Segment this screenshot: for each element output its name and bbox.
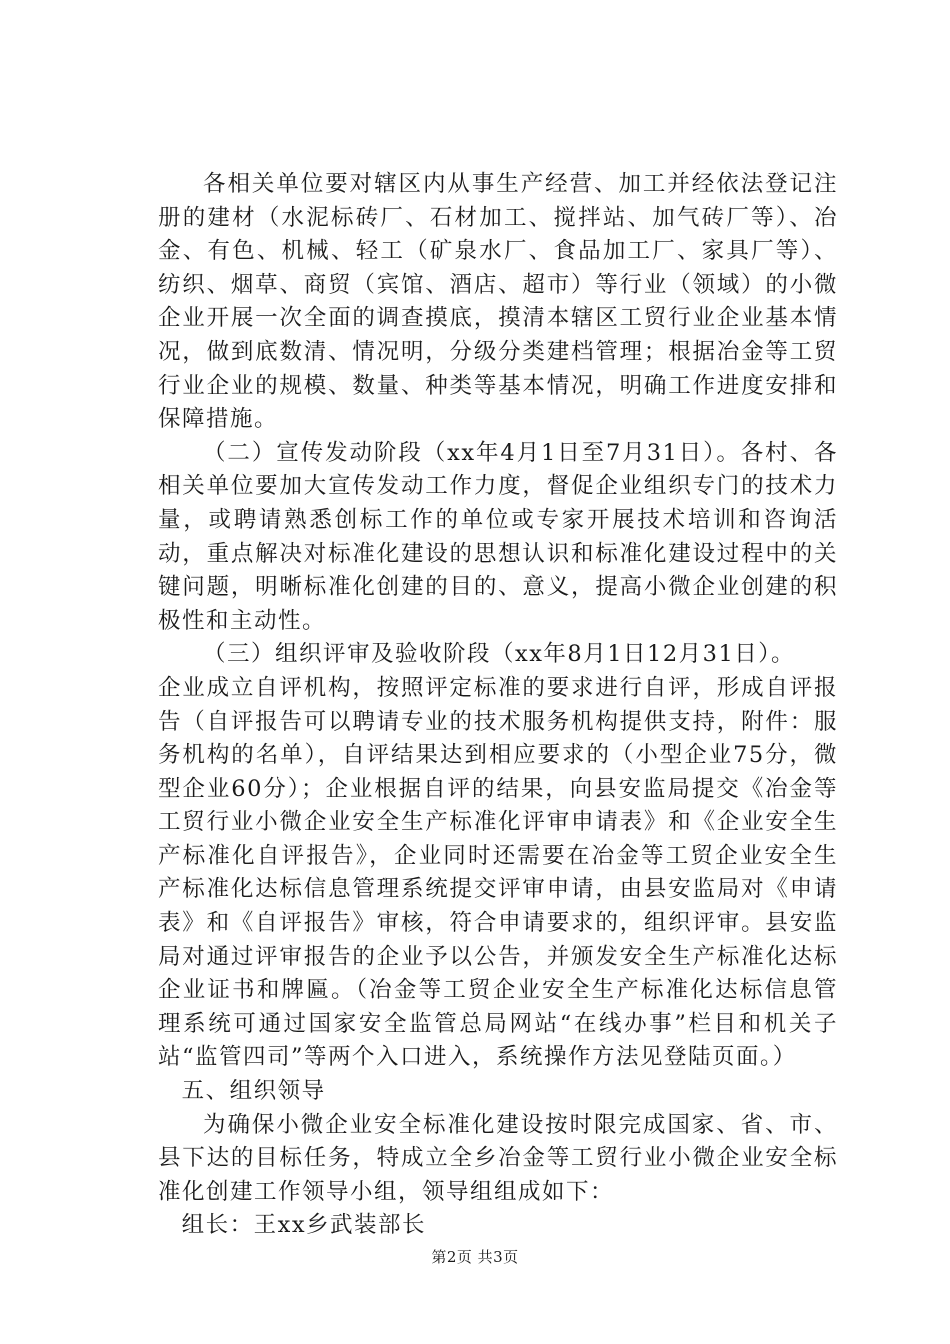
paragraph-group-leader: 组长：王xx乡武装部长 [181, 1212, 427, 1239]
paragraph-review-stage-title: （三）组织评审及验收阶段（xx年8月1日12月31日）。 [203, 641, 796, 668]
paragraph-survey: 各相关单位要对辖区内从事生产经营、加工并经依法登记注册的建材（水泥标砖厂、石材加工、搅拌站、加气砖厂等）、冶金、有色、机械、轻工（矿泉水厂、食品加工厂、家具厂等）、纺织、烟草、商贸（宾馆、酒店、超市）等行业（领域）的小微企业开展一次全面的调查摸底，摸清本辖区工贸行业企业基本情况，做到底数清、情况明，分级分类建档管理；根据冶金等工贸行业企业的规模、数量、种类等基本情况，明确工作进度安排和保障措施。 [158, 171, 838, 433]
paragraph-review-stage-body: 企业成立自评机构，按照评定标准的要求进行自评，形成自评报告（自评报告可以聘请专业的技术服务机构提供支持，附件：服务机构的名单），自评结果达到相应要求的（小型企业75分，微型企业60分）；企业根据自评的结果，向县安监局提交《冶金等工贸行业小微企业安全生产标准化评审申请表》和《企业安全生产标准化自评报告》，企业同时还需要在冶金等工贸企业安全生产标准化达标信息管理系统提交评审申请，由县安监局对《申请表》和《自评报告》审核，符合申请要求的，组织评审。县安监局对通过评审报告的企业予以公告，并颁发安全生产标准化达标企业证书和牌匾。（冶金等工贸企业安全生产标准化达标信息管理系统可通过国家安全监管总局网站“在线办事”栏目和机关子站“监管四司”等两个入口进入，系统操作方法见登陆页面。） [158, 674, 838, 1071]
paragraph-leadership: 为确保小微企业安全标准化建设按时限完成国家、省、市、县下达的目标任务，特成立全乡冶金等工贸行业小微企业安全标准化创建工作领导小组，领导组组成如下： [158, 1111, 838, 1205]
document-body [158, 168, 838, 1243]
paragraph-publicity-stage: （二）宣传发动阶段（xx年4月1日至7月31日）。各村、各相关单位要加大宣传发动工作力度，督促企业组织专门的技术力量，或聘请熟悉创标工作的单位或专家开展技术培训和咨询活动，重点解决对标准化建设的思想认识和标准化建设过程中的关键问题，明晰标准化创建的目的、意义，提高小微企业创建的积极性和主动性。 [158, 439, 838, 634]
page-footer: 第2页 共3页 [431, 1248, 519, 1266]
section-heading-leadership: 五、组织领导 [181, 1078, 326, 1105]
